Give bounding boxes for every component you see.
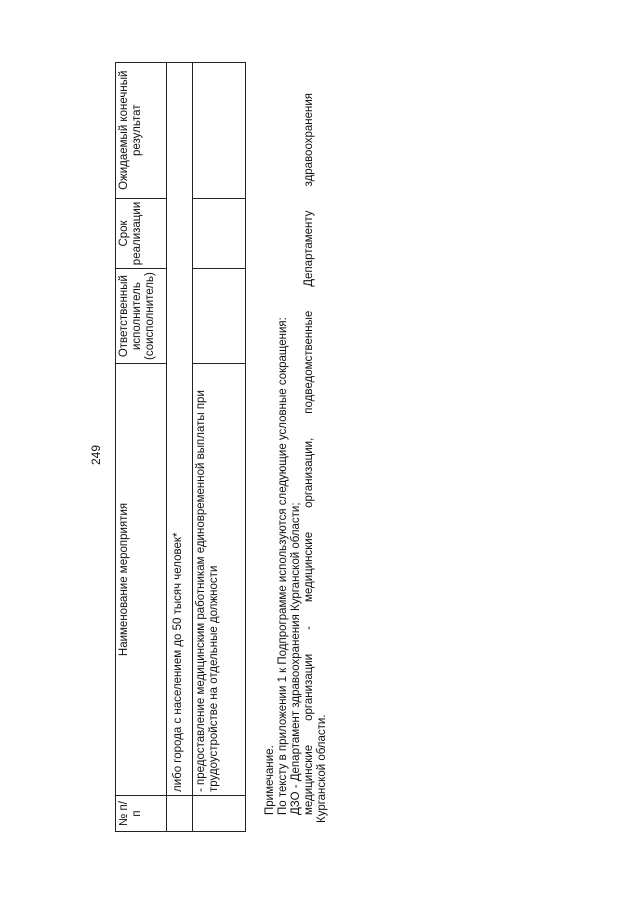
cell-num [167,796,193,832]
note-line-2: ДЗО - Департамент здравоохранения Курганской области; [290,502,302,815]
table-row-continuation [167,62,193,831]
header-name: Наименование мероприятия [116,364,167,796]
page-number: 249 [89,444,103,465]
measures-table [115,62,246,832]
table-row-item [193,62,246,831]
note-block [264,93,329,823]
cell-executor [193,269,246,364]
cell-term [193,198,246,268]
header-term: Срок реализации [116,198,167,268]
cell-num [193,796,246,832]
note-line-1: По тексту в приложении 1 к Подпрограмме используются следующие условные сокращения: [277,317,289,815]
note-title: Примечание. [264,745,276,815]
continuation-text: либо города с населением до 50 тысяч человек* [167,62,193,795]
cell-result [193,62,246,198]
header-num: № п/п [116,796,167,832]
note-line-3: медицинские организации - медицинские организации, подведомственные Департаменту здравоохранения [303,93,315,815]
cell-name: - предоставление медицинским работникам единовременной выплаты при трудоустройстве на отдельные должности [193,364,246,796]
header-result: Ожидаемый конечный результат [116,62,167,198]
note-line-4: Курганской области. [316,714,328,823]
table-header-row [116,62,167,831]
header-executor: Ответственный исполнитель (соисполнитель) [116,269,167,364]
